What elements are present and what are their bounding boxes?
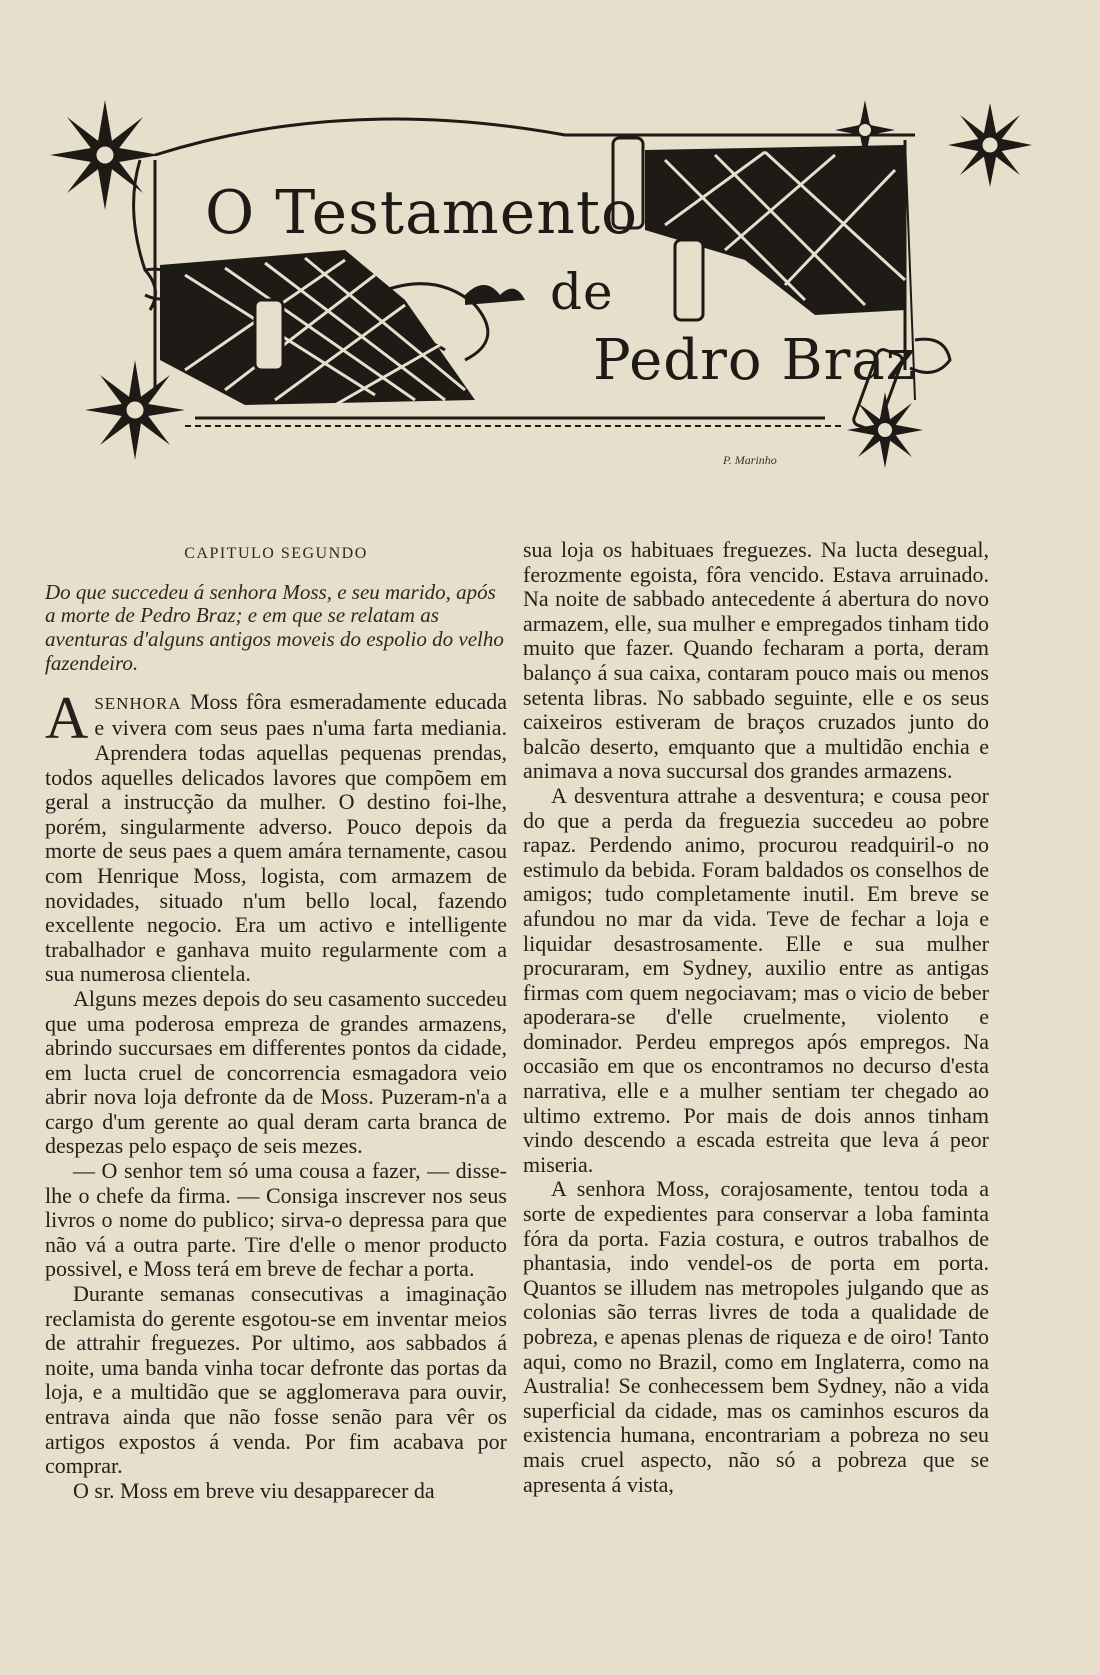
lead-small-caps: SENHORA xyxy=(94,693,182,713)
left-column xyxy=(45,542,507,1503)
drop-cap: A xyxy=(45,684,89,751)
paragraph-8: A senhora Moss, corajosamente, tentou toda a sorte de expedientes para conservar a loba faminta fóra da porta. Fazia costura, e outros trabalhos de phantasia, indo vendel-os de porta em porta. Quantos se illudem nas metropoles julgando que as colonias são terras livres de toda a qualidade de pobreza, e apenas plenas de riqueza e de oiro! Tanto aqui, como no Brazil, como em Inglaterra, como na Australia! Se conhecessem bem Sydney, não a vida superficial da cidade, mas os caminhos escuros da existencia humana, encontrariam a pobreza no seu mais cruel aspecto, não só a pobreza que se apresenta á vista, xyxy=(523,1176,989,1497)
paragraph-1-text: Moss fôra esmeradamente educada e vivera com seus paes n'uma farta mediania. Aprendera todas aquellas pequenas prendas, todos aquelles delicados lavores que compõem em geral a instrucção da mulher. O destino foi-lhe, porém, singularmente adverso. Pouco depois da morte de seus paes a quem amára ternamente, casou com Henrique Moss, logista, com armazem de novidades, situado n'um bello local, fazendo excellente negocio. Era um activo e intelligente trabalhador e ganhava muito regularmente com a sua numerosa clientela. xyxy=(45,688,507,987)
chapter-heading: CAPITULO SEGUNDO xyxy=(184,545,368,562)
chapter-summary: Do que succedeu á senhora Moss, e seu marido, após a morte de Pedro Braz; e em que se relatam as aventuras d'alguns antigos moveis do espolio do velho fazendeiro. xyxy=(45,579,504,675)
left-lattice-panel xyxy=(160,250,475,405)
title-line-1: O Testamento xyxy=(205,178,639,248)
paragraph-2: Alguns mezes depois do seu casamento succedeu que uma poderosa empreza de grandes armazens, abrindo succursaes em differentes pontos da cidade, em lucta cruel de concorrencia esmagadora veio abrir nova loja defronte da de Moss. Puzeram-n'a a cargo d'um gerente ao qual deram carta branca de despezas pelo espaço de seis mezes. xyxy=(45,985,507,1159)
paragraph-3: — O senhor tem só uma cousa a fazer, — disse-lhe o chefe da firma. — Consiga inscrever nos seus livros o nome do publico; sirva-o depressa para que não vá a outra parte. Tire d'elle o menor producto possivel, e Moss terá em breve de fechar a porta. xyxy=(45,1158,507,1282)
decorative-frame-illustration xyxy=(45,100,1050,495)
title-line-3: Pedro Braz xyxy=(593,328,917,393)
right-column xyxy=(523,538,989,1497)
paragraph-1 xyxy=(45,684,507,987)
paragraph-6: sua loja os habituaes freguezes. Na lucta desegual, ferozmente egoista, fôra vencido. Estava arruinado. Na noite de sabbado antecedente á abertura do novo armazem, elle, sua mulher e empregados tinham tido muito que fazer. Quando fecharam a porta, deram balanço á sua caixa, contaram pouco mais ou menos setenta libras. No sabbado seguinte, elle e os seus caixeiros estiveram de braços cruzados junto do balcão deserto, emquanto que a multidão enchia e animava a nova succursal dos grandes armazens. xyxy=(523,537,989,784)
title-line-2: de xyxy=(550,263,614,321)
title-ornament xyxy=(45,100,1050,495)
paragraph-7: A desventura attrahe a desventura; e cousa peor do que a perda da freguezia succedeu ao pobre rapaz. Perdendo animo, procurou readquiril-o no estimulo da bebida. Foram baldados os conselhos de amigos; tudo completamente inutil. Em breve se afundou no mar da vida. Teve de fechar a loja e liquidar desastrosamente. Elle e sua mulher procuraram, em Sydney, auxilio entre as antigas firmas com quem negociavam; mas o vicio de beber apoderara-se d'elle cruelmente, violento e dominador. Perdeu empregos após empregos. Na occasião em que os encontramos no decurso d'esta narrativa, elle e a mulher sentiam ter chegado ao ultimo extremo. Por mais de dois annos tinham vindo descendo a escada estreita que leva á peor miseria. xyxy=(523,782,989,1177)
paragraph-4: Durante semanas consecutivas a imaginação reclamista do gerente esgotou-se em inventar meios de attrahir freguezes. Por ultimo, aos sabbados á noite, uma banda vinha tocar defronte das portas da loja, e a multidão que se agglomerava para ouvir, entrava ainda que não fosse senão para vêr os artigos expostos á venda. Por fim acabava por comprar. xyxy=(45,1281,507,1479)
artist-signature: P. Marinho xyxy=(723,453,777,467)
paragraph-5: O sr. Moss em breve viu desapparecer da xyxy=(73,1477,435,1503)
